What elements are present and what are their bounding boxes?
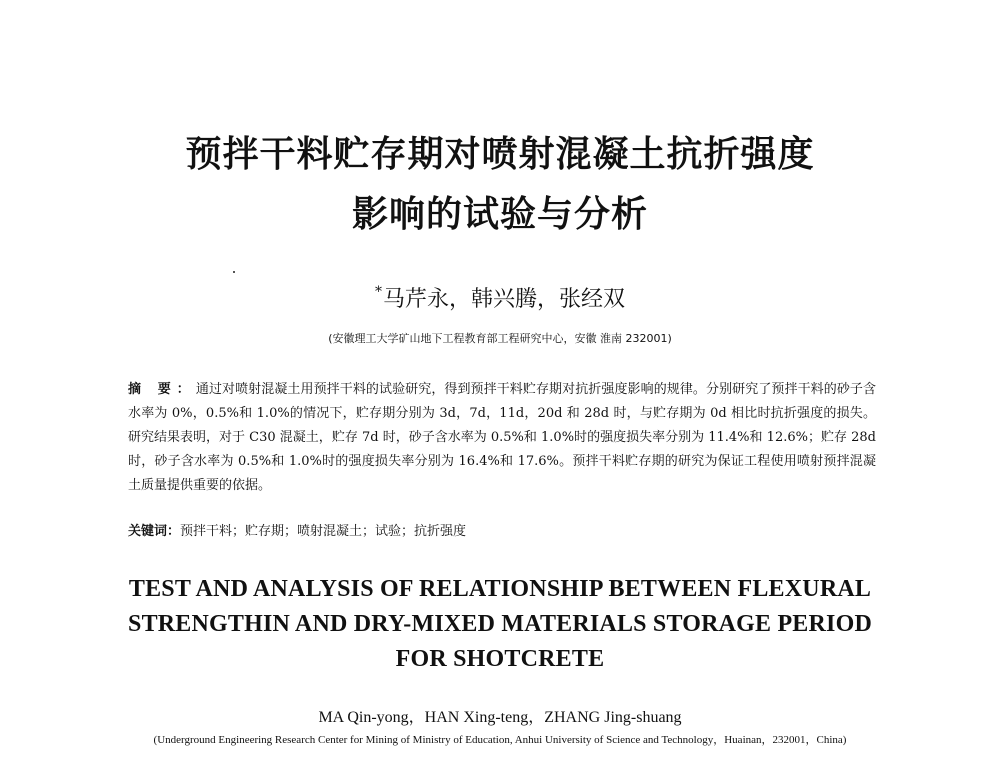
english-title-line-3: FOR SHOTCRETE xyxy=(395,646,605,672)
english-authors: MA Qin-yong，HAN Xing-teng，ZHANG Jing-shuang xyxy=(318,709,682,726)
chinese-abstract xyxy=(128,378,876,498)
chinese-authors xyxy=(0,282,1000,313)
chinese-keywords xyxy=(128,522,876,542)
chinese-title-line-2: 影响的试验与分析 xyxy=(351,194,648,235)
keywords-text: 预拌干料；贮存期；喷射混凝土；试验；抗折强度 xyxy=(180,524,467,539)
keywords-label: 关键词： xyxy=(128,524,181,539)
english-title-line-2: STRENGTHIN AND DRY-MIXED MATERIALS STORAGE PERIOD xyxy=(128,611,872,637)
english-title-line-1: TEST AND ANALYSIS OF RELATIONSHIP BETWEEN FLEXURAL xyxy=(128,576,872,602)
english-affiliation: (Underground Engineering Research Center for Mining of Ministry of Education, Anhui University of Science and Technology，Huainan，232001，China) xyxy=(153,734,847,746)
chinese-author-names: 马芹永，韩兴腾，张经双 xyxy=(382,287,625,312)
chinese-affiliation: (安徽理工大学矿山地下工程教育部工程研究中心，安徽 淮南 232001) xyxy=(328,332,672,345)
stray-dot xyxy=(233,271,235,273)
abstract-text: 通过对喷射混凝土用预拌干料的试验研究，得到预拌干料贮存期对抗折强度影响的规律。分别研究了预拌干料的砂子含水率为 0%，0.5%和 1.0%的情况下，贮存期分别为 3d，7d，11d，20d 和 28d 时，与贮存期为 0d 相比时抗折强度的损失。研究结果表明，对于 C30 混凝土，贮存 7d 时，砂子含水率为 0.5%和 1.0%时的强度损失率分别为 11.4%和 12.6%；贮存 28d 时，砂子含水率为 0.5%和 1.0%时的强度损失率分别为 16.4%和 17.6%。预拌干料贮存期的研究为保证工程使用喷射预拌混凝土质量提供重要的依据。 xyxy=(128,382,876,493)
corresponding-author-mark: * xyxy=(374,284,382,300)
chinese-title-line-1: 预拌干料贮存期对喷射混凝土抗折强度 xyxy=(185,134,815,175)
abstract-label: 摘 要： xyxy=(128,382,196,397)
